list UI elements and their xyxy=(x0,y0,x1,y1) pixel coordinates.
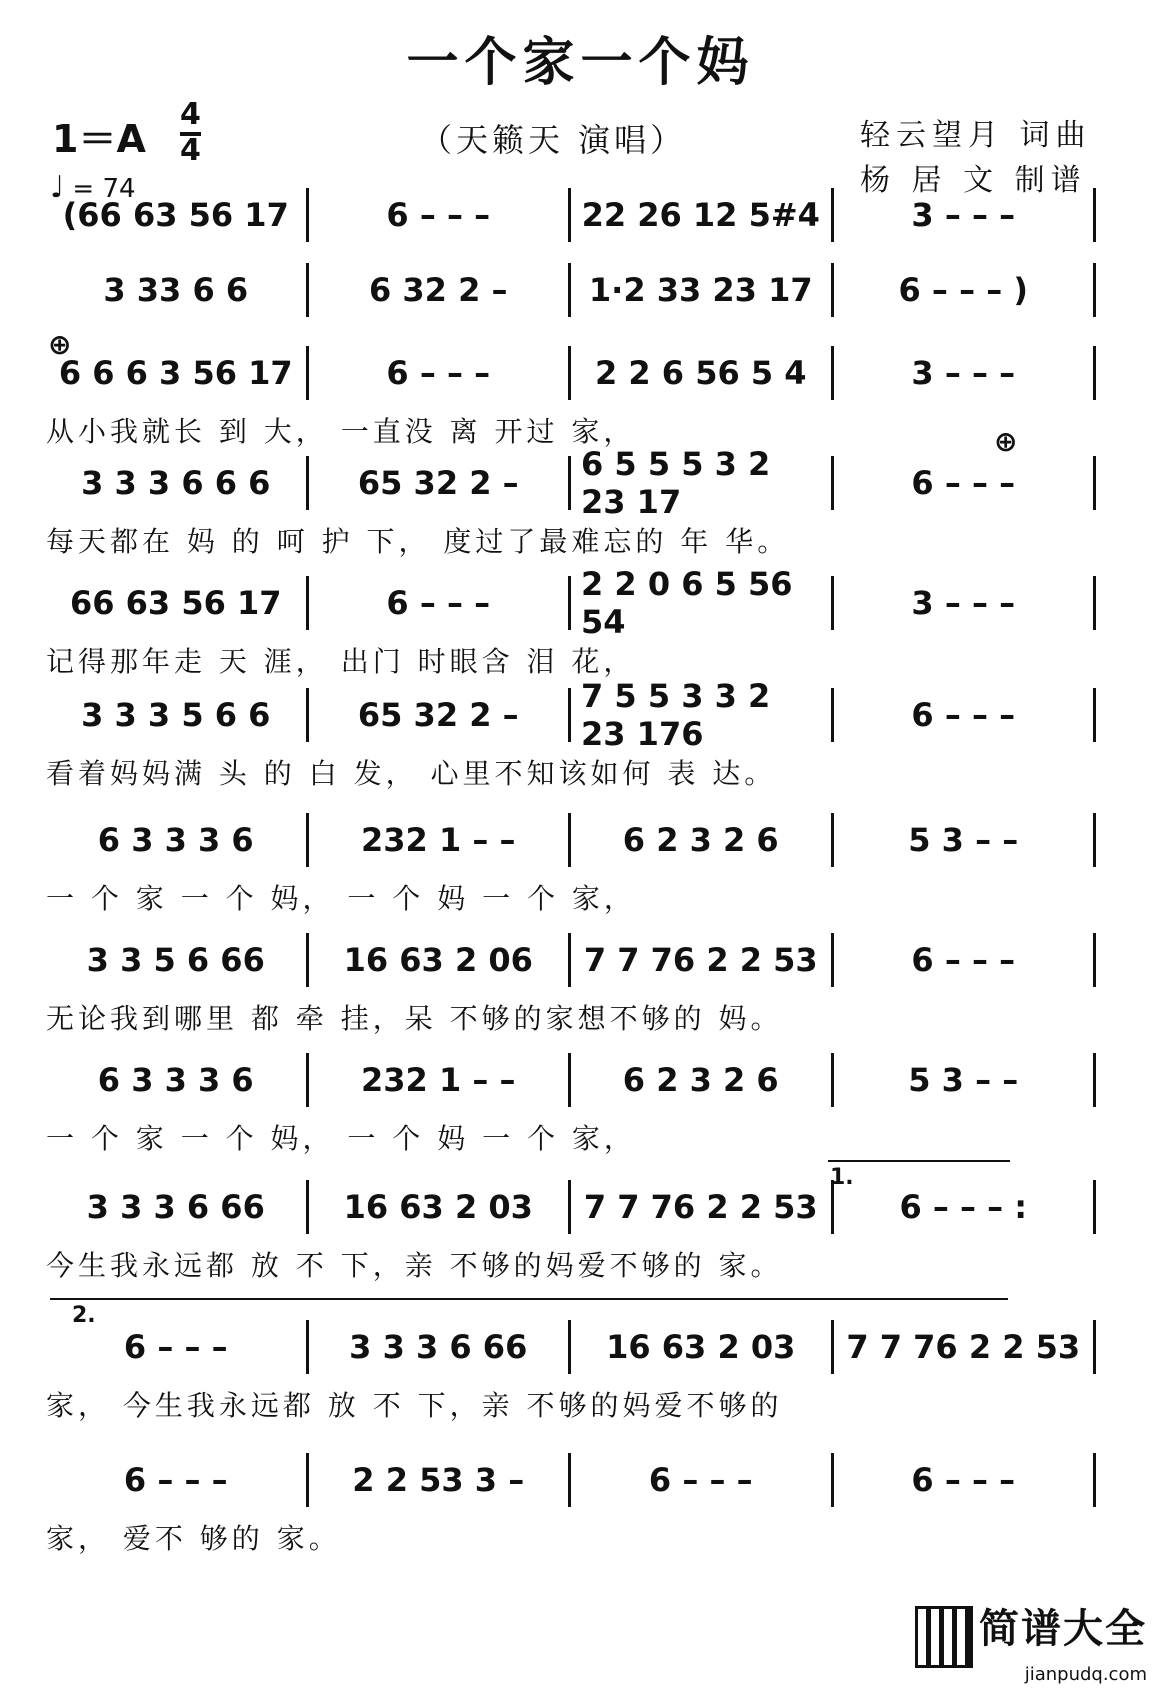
coda-sign-icon-end: ⊕ xyxy=(994,425,1018,458)
score-line xyxy=(46,815,1096,915)
measure: 6 3 3 3 6 xyxy=(46,1053,309,1107)
singer-credit: （天籁天 演唱） xyxy=(420,121,687,159)
measure: 5 3 – – xyxy=(834,813,1097,867)
volta-second-bracket xyxy=(50,1298,1008,1300)
score-line xyxy=(46,1322,1096,1422)
piano-keys-icon xyxy=(915,1606,973,1668)
note-row xyxy=(46,565,1096,641)
lyrics-row: 一 个 家 一 个 妈， 一 个 妈 一 个 家， xyxy=(46,882,636,915)
score-line xyxy=(46,445,1096,558)
lyrics-row: 今生我永远都 放 不 下，亲 不够的妈爱不够的 家。 xyxy=(46,1249,783,1282)
measure: 7 7 76 2 2 53 xyxy=(571,933,834,987)
score-line xyxy=(46,1055,1096,1155)
watermark-brand: 简谱大全 xyxy=(979,1605,1147,1652)
measure: 3 – – – xyxy=(834,576,1097,630)
note-row xyxy=(46,815,1096,865)
measure: 6 – – – xyxy=(309,346,572,400)
watermark-url: jianpudq.com xyxy=(1024,1664,1147,1685)
measure: 2 2 53 3 – xyxy=(309,1453,572,1507)
measure: 6 – – – xyxy=(309,576,572,630)
lyrics-row: 一 个 家 一 个 妈， 一 个 妈 一 个 家， xyxy=(46,1122,636,1155)
lyrics-row: 家， 今生我永远都 放 不 下，亲 不够的妈爱不够的 xyxy=(46,1389,783,1422)
coda-sign-icon: ⊕ xyxy=(48,328,72,361)
volta-first-bracket xyxy=(828,1160,1010,1162)
measure: 2 2 0 6 5 56 54 xyxy=(571,576,834,630)
score-line xyxy=(46,565,1096,678)
note-row xyxy=(46,348,1096,398)
measure: 6 – – – xyxy=(834,1453,1097,1507)
measure: 6 5 5 5 3 2 23 17 xyxy=(571,456,834,510)
measure: 6 – – – xyxy=(834,688,1097,742)
measure: 66 63 56 17 xyxy=(46,576,309,630)
measure: 16 63 2 06 xyxy=(309,933,572,987)
quarter-note-icon: ♩ xyxy=(50,170,65,205)
lyrics-row: 看着妈妈满 头 的 白 发， 心里不知该如何 表 达。 xyxy=(46,757,777,790)
score-line xyxy=(46,348,1096,448)
measure: 6 3 3 3 6 xyxy=(46,813,309,867)
measure: 22 26 12 5#4 xyxy=(571,188,834,242)
measure: 3 – – – xyxy=(834,188,1097,242)
volta-second: 2. xyxy=(72,1303,96,1328)
measure: 3 3 5 6 66 xyxy=(46,933,309,987)
measure: 6 32 2 – xyxy=(309,263,572,317)
site-watermark xyxy=(915,1597,1147,1686)
measure: 6 – – – xyxy=(834,456,1097,510)
time-signature xyxy=(180,97,201,168)
note-row xyxy=(46,1055,1096,1105)
measure: 7 7 76 2 2 53 xyxy=(571,1180,834,1234)
composer-credit: 轻云望月 词曲 xyxy=(860,118,1092,153)
lyrics-row: 无论我到哪里 都 牵 挂，呆 不够的家想不够的 妈。 xyxy=(46,1002,783,1035)
measure: 7 5 5 3 3 2 23 176 xyxy=(571,688,834,742)
measure: 3 – – – xyxy=(834,346,1097,400)
note-row xyxy=(46,677,1096,753)
note-row xyxy=(46,1455,1096,1505)
measure: 3 33 6 6 xyxy=(46,263,309,317)
score-line xyxy=(46,265,1096,323)
measure: 6 – – – : xyxy=(834,1180,1097,1234)
measure: 65 32 2 – xyxy=(309,688,572,742)
score-line xyxy=(46,677,1096,790)
note-row xyxy=(46,445,1096,521)
meter-bottom: 4 xyxy=(180,133,201,168)
lyrics-row: 家， 爱不 够的 家。 xyxy=(46,1522,341,1555)
measure: 6 2 3 2 6 xyxy=(571,813,834,867)
note-row xyxy=(46,935,1096,985)
key-signature: 1＝A xyxy=(52,117,146,161)
volta-first: 1. xyxy=(830,1165,854,1190)
measure: 65 32 2 – xyxy=(309,456,572,510)
measure: 5 3 – – xyxy=(834,1053,1097,1107)
measure: 6 – – – xyxy=(834,933,1097,987)
measure: 2 2 6 56 5 4 xyxy=(571,346,834,400)
note-row xyxy=(46,1182,1096,1232)
measure: 6 – – – xyxy=(309,188,572,242)
measure: 6 2 3 2 6 xyxy=(571,1053,834,1107)
note-row xyxy=(46,265,1096,315)
measure: (66 63 56 17 xyxy=(46,188,309,242)
arranger-credit: 杨 居 文 制谱 xyxy=(860,163,1087,198)
measure: 3 3 3 6 66 xyxy=(46,1180,309,1234)
measure: 232 1 – – xyxy=(309,1053,572,1107)
score-line xyxy=(46,935,1096,1035)
lyrics-row: 记得那年走 天 涯， 出门 时眼含 泪 花， xyxy=(46,645,636,678)
measure: 232 1 – – xyxy=(309,813,572,867)
measure: 3 3 3 6 6 6 xyxy=(46,456,309,510)
meter-top: 4 xyxy=(180,100,201,136)
measure: 7 7 76 2 2 53 xyxy=(834,1320,1097,1374)
measure: 6 – – – xyxy=(571,1453,834,1507)
measure: 6 6 6 3 56 17 xyxy=(46,346,309,400)
lyrics-row: 从小我就长 到 大， 一直没 离 开过 家， xyxy=(46,415,636,448)
lyrics-row: 每天都在 妈 的 呵 护 下， 度过了最难忘的 年 华。 xyxy=(46,525,790,558)
score-line xyxy=(46,1455,1096,1555)
measure: 6 – – – xyxy=(46,1320,309,1374)
tempo-value: = 74 xyxy=(72,174,136,204)
note-row xyxy=(46,1322,1096,1372)
measure: 3 3 3 6 66 xyxy=(309,1320,572,1374)
measure: 6 – – – xyxy=(46,1453,309,1507)
measure: 1·2 33 23 17 xyxy=(571,263,834,317)
note-row xyxy=(46,190,1096,240)
score-line xyxy=(46,1182,1096,1282)
measure: 6 – – – ) xyxy=(834,263,1097,317)
measure: 3 3 3 5 6 6 xyxy=(46,688,309,742)
measure: 16 63 2 03 xyxy=(571,1320,834,1374)
score-line xyxy=(46,190,1096,248)
song-title: 一个家一个妈 xyxy=(406,32,755,93)
measure: 16 63 2 03 xyxy=(309,1180,572,1234)
